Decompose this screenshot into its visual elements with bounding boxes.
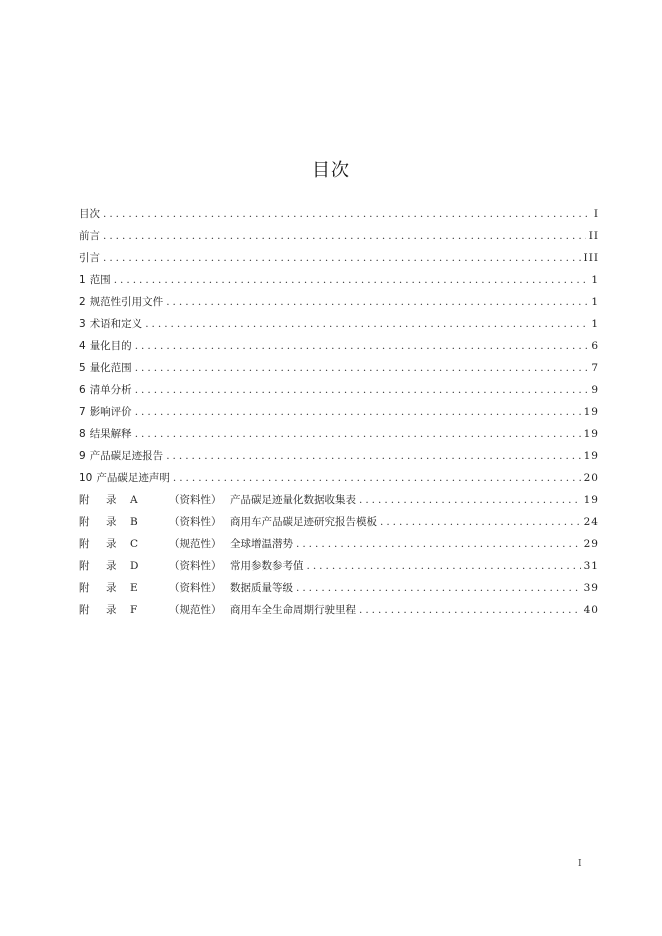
- table-of-contents: [79, 203, 599, 621]
- toc-entry-page: 19: [583, 450, 599, 462]
- toc-entry[interactable]: [79, 269, 599, 291]
- toc-entry[interactable]: [79, 445, 599, 467]
- toc-entry[interactable]: [79, 379, 599, 401]
- dot-leader: [135, 379, 589, 401]
- toc-entry-title: 目次: [79, 208, 100, 220]
- toc-entry-number: 4: [79, 340, 86, 352]
- appendix-title: 商用车产品碳足迹研究报告模板: [230, 516, 377, 528]
- dot-leader: [296, 533, 581, 555]
- toc-entry-page: 24: [583, 516, 599, 528]
- toc-entry-title: 引言: [79, 252, 100, 264]
- appendix-type: （规范性）: [169, 538, 222, 550]
- toc-entry[interactable]: [79, 357, 599, 379]
- toc-entry[interactable]: [79, 247, 599, 269]
- toc-entry-title: 影响评价: [89, 406, 132, 418]
- toc-entry-title: 结果解释: [89, 428, 132, 440]
- appendix-label-fu: 附: [79, 560, 90, 572]
- dot-leader: [359, 489, 581, 511]
- appendix-heading: [79, 555, 304, 577]
- toc-entry-page: 19: [583, 494, 599, 506]
- toc-entry-page: 40: [583, 604, 599, 616]
- toc-entry-page: 7: [591, 362, 599, 374]
- dot-leader: [296, 577, 581, 599]
- toc-entry-page: 9: [591, 384, 599, 396]
- toc-entry-title: 量化范围: [89, 362, 132, 374]
- toc-appendix-entry[interactable]: [79, 577, 599, 599]
- dot-leader: [135, 423, 581, 445]
- dot-leader: [135, 357, 589, 379]
- dot-leader: [166, 291, 588, 313]
- toc-entry-title: 清单分析: [89, 384, 132, 396]
- toc-entry-page: 39: [583, 582, 599, 594]
- appendix-label-lu: 录: [106, 494, 117, 506]
- dot-leader: [103, 203, 591, 225]
- toc-entry[interactable]: [79, 401, 599, 423]
- toc-appendix-entry[interactable]: [79, 599, 599, 621]
- appendix-label-lu: 录: [106, 604, 117, 616]
- toc-entry-number: 7: [79, 406, 86, 418]
- appendix-heading: [79, 533, 293, 555]
- toc-appendix-entry[interactable]: [79, 555, 599, 577]
- dot-leader: [135, 401, 581, 423]
- appendix-letter: E: [130, 582, 138, 594]
- dot-leader: [380, 511, 581, 533]
- dot-leader: [145, 313, 588, 335]
- toc-entry-number: 3: [79, 318, 86, 330]
- appendix-label-fu: 附: [79, 582, 90, 594]
- toc-appendix-entry[interactable]: [79, 489, 599, 511]
- toc-entry[interactable]: [79, 335, 599, 357]
- appendix-title: 常用参数参考值: [230, 560, 304, 572]
- appendix-label-lu: 录: [106, 538, 117, 550]
- dot-leader: [359, 599, 581, 621]
- toc-entry-number: 6: [79, 384, 86, 396]
- appendix-title: 数据质量等级: [230, 582, 293, 594]
- appendix-letter: C: [130, 538, 139, 550]
- toc-entry-page: 29: [583, 538, 599, 550]
- appendix-type: （资料性）: [169, 494, 222, 506]
- toc-entry-page: 31: [583, 560, 599, 572]
- dot-leader: [166, 445, 580, 467]
- appendix-letter: A: [130, 494, 138, 506]
- appendix-type: （资料性）: [169, 516, 222, 528]
- toc-entry-page: 1: [591, 296, 599, 308]
- appendix-label-fu: 附: [79, 494, 90, 506]
- appendix-heading: [79, 511, 377, 533]
- toc-entry-number: 9: [79, 450, 86, 462]
- appendix-letter: F: [130, 604, 138, 616]
- toc-entry-title: 产品碳足迹声明: [96, 472, 170, 484]
- appendix-label-lu: 录: [106, 560, 117, 572]
- appendix-label-lu: 录: [106, 516, 117, 528]
- appendix-label-fu: 附: [79, 538, 90, 550]
- toc-appendix-entry[interactable]: [79, 511, 599, 533]
- dot-leader: [103, 247, 581, 269]
- appendix-heading: [79, 577, 293, 599]
- dot-leader: [103, 225, 586, 247]
- toc-entry-title: 术语和定义: [89, 318, 143, 330]
- toc-appendix-entry[interactable]: [79, 533, 599, 555]
- toc-entry-number: 10: [79, 472, 93, 484]
- page-number: I: [578, 859, 582, 869]
- toc-entry[interactable]: [79, 203, 599, 225]
- appendix-label-fu: 附: [79, 604, 90, 616]
- toc-entry-number: 1: [79, 274, 86, 286]
- toc-entry-page: 1: [591, 318, 599, 330]
- toc-entry-title: 量化目的: [89, 340, 132, 352]
- toc-entry-page: 6: [591, 340, 599, 352]
- appendix-type: （资料性）: [169, 560, 222, 572]
- toc-entry-number: 8: [79, 428, 86, 440]
- toc-entry-page: 1: [591, 274, 599, 286]
- toc-entry-page: II: [588, 230, 599, 242]
- appendix-heading: [79, 599, 356, 621]
- toc-entry-page: 19: [583, 406, 599, 418]
- appendix-letter: B: [130, 516, 138, 528]
- toc-entry-title: 前言: [79, 230, 100, 242]
- toc-entry-page: III: [583, 252, 599, 264]
- toc-entry[interactable]: [79, 313, 599, 335]
- appendix-label-lu: 录: [106, 582, 117, 594]
- appendix-title: 商用车全生命周期行驶里程: [230, 604, 356, 616]
- appendix-title: 全球增温潜势: [230, 538, 293, 550]
- toc-entry-title: 产品碳足迹报告: [89, 450, 164, 462]
- toc-entry[interactable]: [79, 291, 599, 313]
- dot-leader: [307, 555, 581, 577]
- appendix-title: 产品碳足迹量化数据收集表: [230, 494, 356, 506]
- toc-entry-number: 5: [79, 362, 86, 374]
- toc-entry-title: 规范性引用文件: [89, 296, 164, 308]
- appendix-type: （规范性）: [169, 604, 222, 616]
- appendix-letter: D: [130, 560, 139, 572]
- toc-entry-page: I: [593, 208, 599, 220]
- appendix-type: （资料性）: [169, 582, 222, 594]
- dot-leader: [114, 269, 589, 291]
- toc-entry-number: 2: [79, 296, 86, 308]
- toc-entry[interactable]: [79, 467, 599, 489]
- toc-entry[interactable]: [79, 225, 599, 247]
- toc-entry[interactable]: [79, 423, 599, 445]
- appendix-heading: [79, 489, 356, 511]
- toc-entry-title: 范围: [89, 274, 111, 286]
- dot-leader: [135, 335, 589, 357]
- dot-leader: [173, 467, 581, 489]
- appendix-label-fu: 附: [79, 516, 90, 528]
- toc-entry-page: 19: [583, 428, 599, 440]
- page-title: 目次: [312, 160, 350, 181]
- toc-entry-page: 20: [583, 472, 599, 484]
